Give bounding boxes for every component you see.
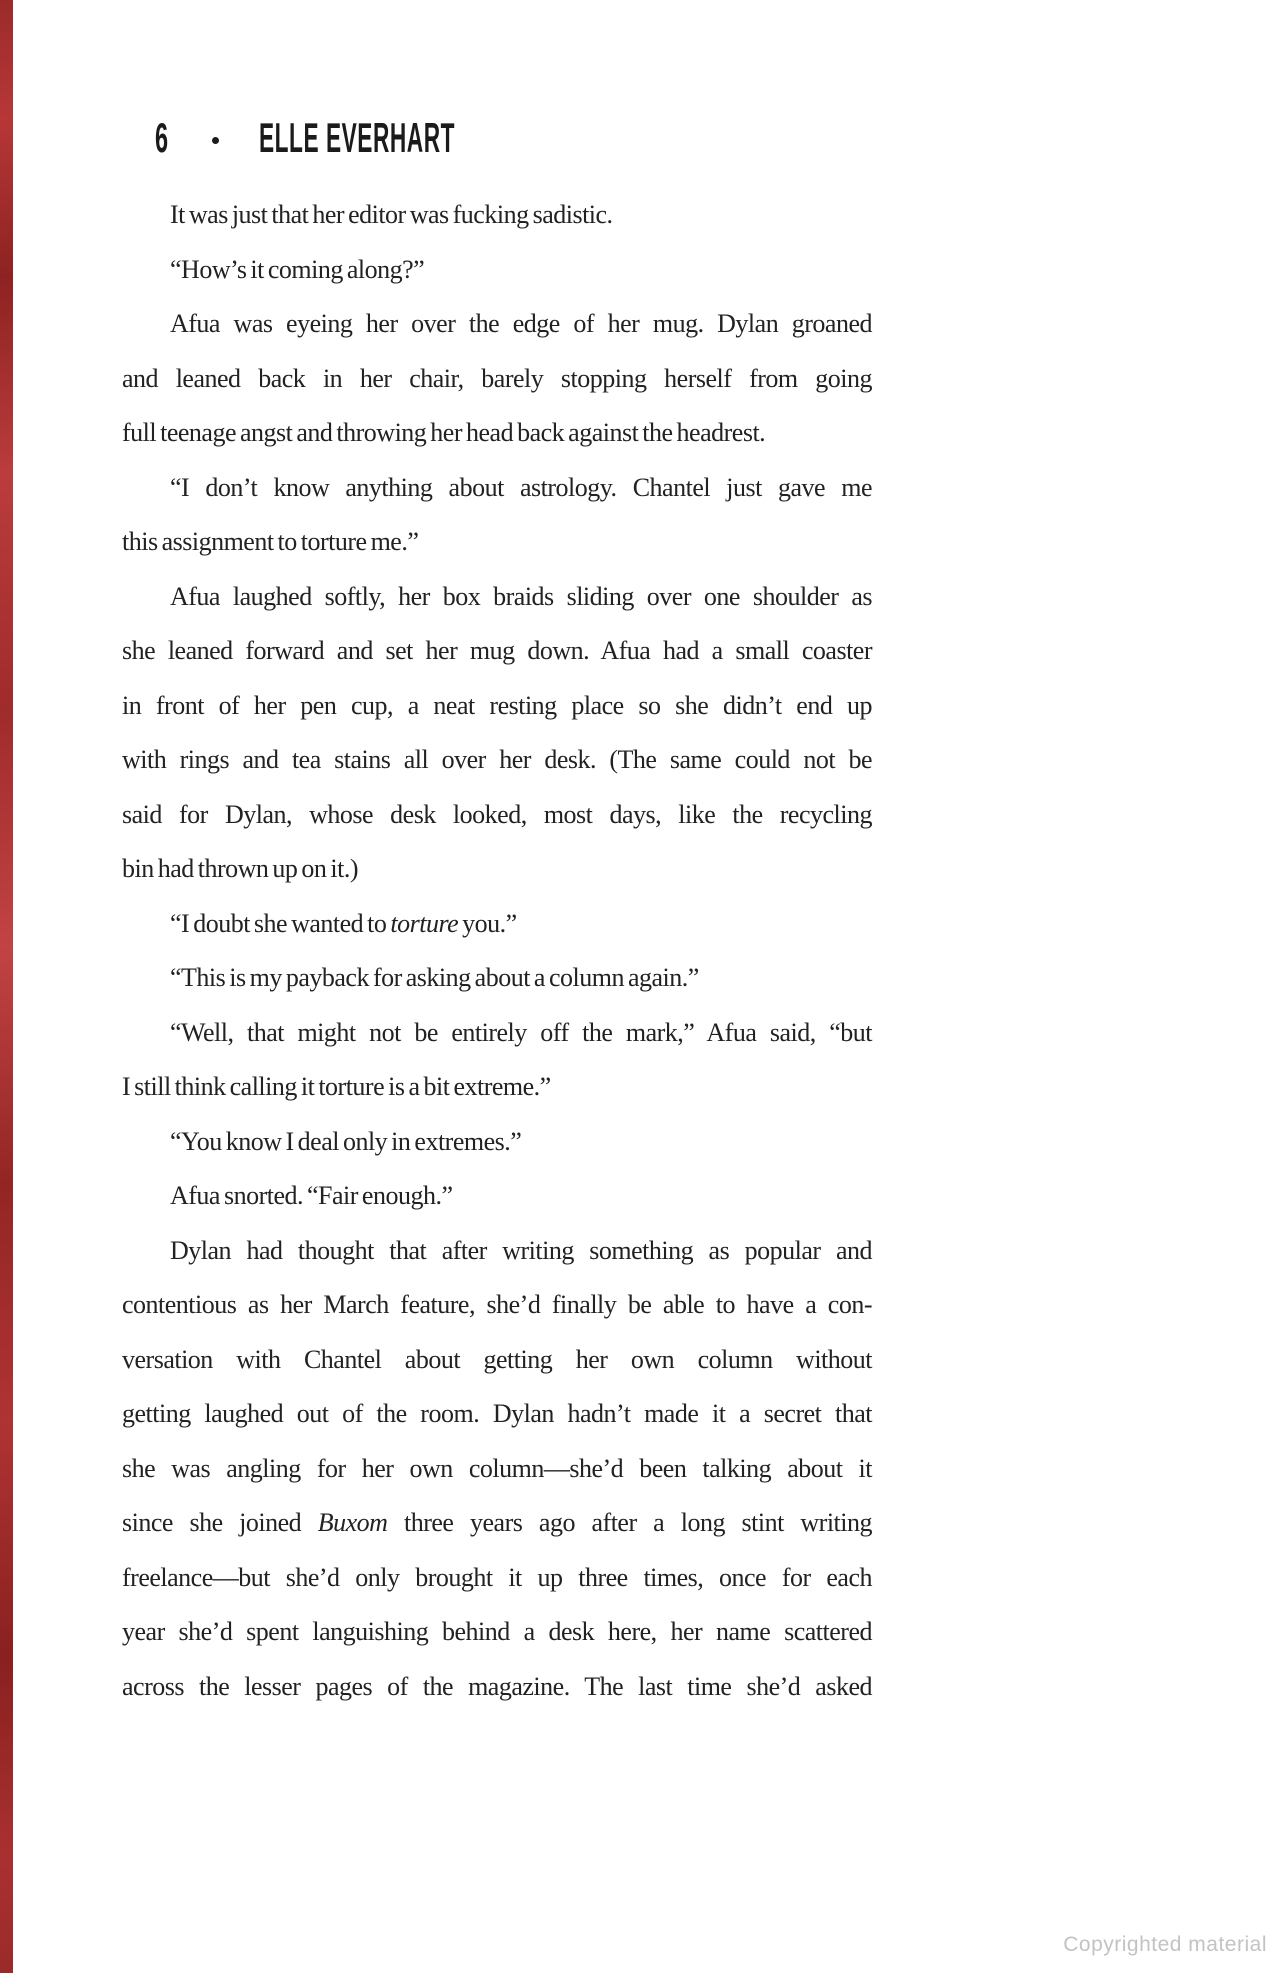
text-line	[122, 1605, 872, 1660]
book-edge-bar	[0, 0, 13, 1973]
italic-text-run: torture	[390, 908, 459, 938]
text-line	[122, 1278, 872, 1333]
text-run: and leaned back in her chair, barely stopping herself from going	[122, 363, 872, 393]
text-line	[122, 1496, 872, 1551]
text-line	[122, 679, 872, 734]
text-run: this assignment to torture me.”	[122, 527, 419, 556]
text-line	[122, 1115, 872, 1170]
text-line	[122, 1660, 872, 1715]
author-name: ELLE EVERHART	[259, 114, 456, 161]
text-line	[122, 1006, 872, 1061]
page-number: 6	[155, 114, 169, 161]
text-line	[122, 624, 872, 679]
text-run: Afua laughed softly, her box braids sliding over one shoulder as	[170, 581, 872, 611]
text-run: “I don’t know anything about astrology. Chantel just gave me	[170, 472, 872, 502]
text-run: said for Dylan, whose desk looked, most days, like the recycling	[122, 799, 872, 829]
text-line	[122, 188, 872, 243]
text-run: “How’s it coming along?”	[170, 254, 425, 284]
text-line	[122, 1333, 872, 1388]
text-run: three years ago after a long stint writing	[387, 1508, 872, 1537]
text-run: with rings and tea stains all over her desk. (The same could not be	[122, 745, 872, 774]
copyright-watermark: Copyrighted material	[1063, 1933, 1267, 1956]
text-line	[122, 1224, 872, 1279]
text-run: Afua was eyeing her over the edge of her mug. Dylan groaned	[170, 309, 872, 338]
text-line	[122, 406, 872, 461]
text-line	[122, 570, 872, 625]
text-run: “Well, that might not be entirely off the mark,” Afua said, “but	[170, 1017, 872, 1047]
text-run: she leaned forward and set her mug down. Afua had a small coaster	[122, 636, 872, 665]
text-line	[122, 352, 872, 407]
text-line	[122, 788, 872, 843]
text-line	[122, 1442, 872, 1497]
text-line	[122, 951, 872, 1006]
text-run: “I doubt she wanted to	[170, 908, 391, 938]
text-line	[122, 243, 872, 298]
text-line	[122, 842, 872, 897]
text-line	[122, 461, 872, 516]
text-run: full teenage angst and throwing her head back against the headrest.	[122, 418, 766, 447]
text-run: I still think calling it torture is a bit extreme.”	[122, 1072, 551, 1101]
text-run: in front of her pen cup, a neat resting place so she didn’t end up	[122, 690, 872, 720]
page-body	[122, 188, 872, 1714]
text-line	[122, 1169, 872, 1224]
text-run: “This is my payback for asking about a column again.”	[170, 963, 699, 992]
italic-text-run: Buxom	[317, 1508, 388, 1537]
text-run: she was angling for her own column—she’d been talking about it	[122, 1453, 872, 1483]
text-run: since she joined	[122, 1508, 318, 1537]
text-run: “You know I deal only in extremes.”	[170, 1126, 522, 1156]
text-run: getting laughed out of the room. Dylan hadn’t made it a secret that	[122, 1399, 872, 1428]
text-run: Afua snorted. “Fair enough.”	[170, 1181, 453, 1210]
text-line	[122, 733, 872, 788]
text-line	[122, 297, 872, 352]
text-run: versation with Chantel about getting her own column without	[122, 1344, 872, 1374]
text-run: It was just that her editor was fucking sadistic.	[170, 200, 613, 229]
text-line	[122, 515, 872, 570]
text-line	[122, 1387, 872, 1442]
text-run: across the lesser pages of the magazine. The last time she’d asked	[122, 1671, 872, 1701]
text-run: bin had thrown up on it.)	[122, 854, 359, 883]
text-run: you.”	[458, 908, 517, 938]
text-run: year she’d spent languishing behind a desk here, her name scattered	[122, 1617, 872, 1646]
text-line	[122, 1060, 872, 1115]
text-run: freelance—but she’d only brought it up three times, once for each	[122, 1562, 872, 1592]
text-line	[122, 897, 872, 952]
text-line	[122, 1551, 872, 1606]
text-run: Dylan had thought that after writing something as popular and	[170, 1235, 872, 1265]
separator-dot-icon	[212, 137, 219, 144]
text-run: contentious as her March feature, she’d finally be able to have a con-	[122, 1290, 872, 1319]
